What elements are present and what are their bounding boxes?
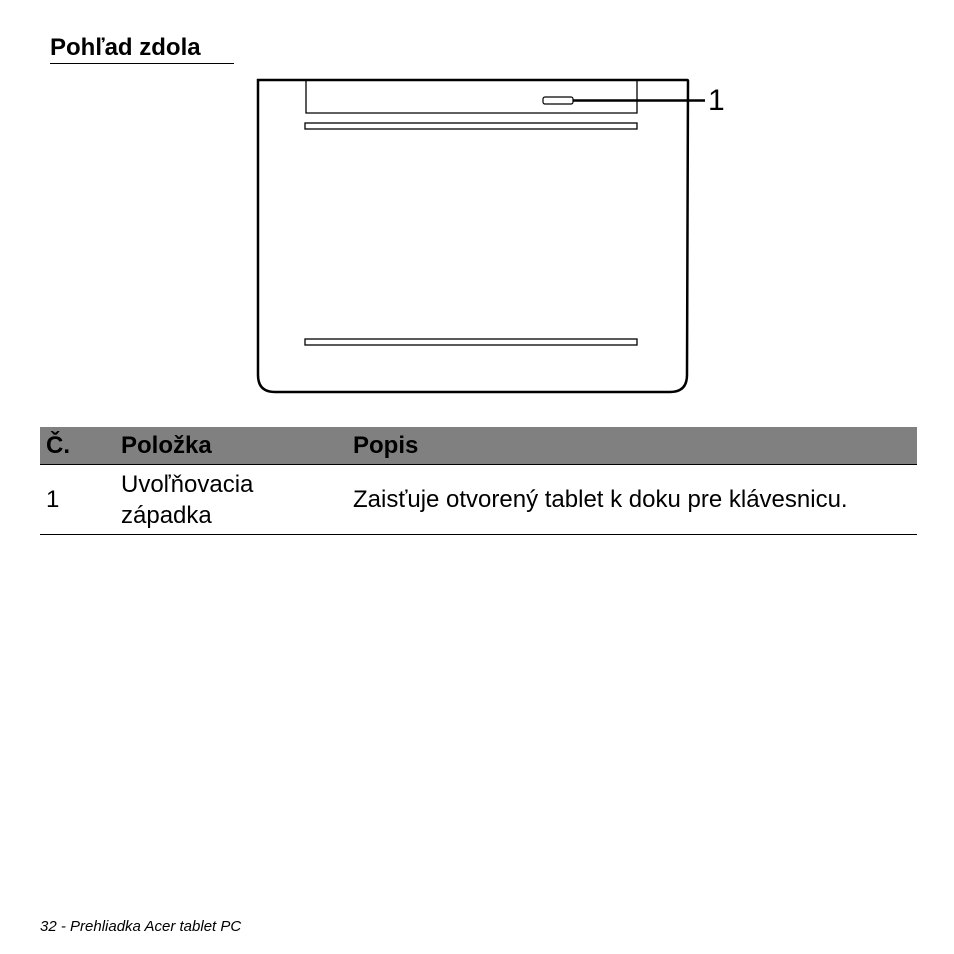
cell-no: 1	[40, 465, 115, 535]
table-header-row	[40, 427, 917, 465]
header-description: Popis	[347, 427, 917, 465]
cell-item-line2: západka	[121, 501, 212, 529]
spec-table	[40, 427, 917, 535]
cell-item	[115, 465, 347, 535]
page-footer: 32 - Prehliadka Acer tablet PC	[40, 918, 242, 935]
header-no: Č.	[40, 427, 115, 465]
bottom-slot	[305, 339, 637, 345]
tablet-bottom-view-illustration	[250, 75, 730, 400]
top-slot	[305, 123, 637, 129]
header-item: Položka	[115, 427, 347, 465]
hinge-recess	[306, 81, 637, 113]
cell-description: Zaisťuje otvorený tablet k doku pre klávesnicu.	[347, 465, 917, 535]
table-row	[40, 465, 917, 535]
cell-item-line1: Uvoľňovacia	[121, 470, 254, 498]
callout-label: 1	[708, 84, 725, 117]
release-latch-icon	[543, 97, 573, 104]
section-title: Pohľad zdola	[50, 33, 234, 64]
